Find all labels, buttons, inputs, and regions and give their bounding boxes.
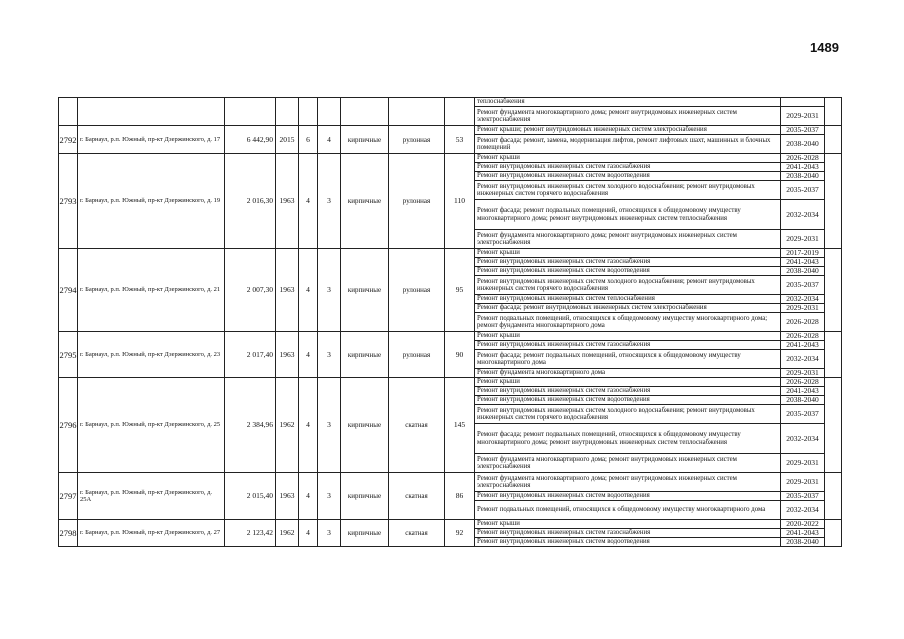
years-cell: 2026-2028 <box>781 154 825 163</box>
blank-cell <box>825 154 842 249</box>
work-cell: Ремонт внутридомовых инженерных систем теплоснабжения <box>475 295 781 304</box>
total-area: 2 017,40 <box>225 332 276 378</box>
building-address: г. Барнаул, р.п. Южный, пр-кт Дзержинского, д. 21 <box>78 249 225 332</box>
area-cell <box>225 98 276 126</box>
years-cell: 2035-2037 <box>781 492 825 501</box>
years-cell: 2029-2031 <box>781 107 825 126</box>
entrances-cell <box>318 98 341 126</box>
work-cell: Ремонт фасада; ремонт, замена, модернизация лифтов, ремонт лифтовых шахт, машинных и блочных помещений <box>475 135 781 154</box>
work-cell: Ремонт внутридомовых инженерных систем газоснабжения <box>475 387 781 396</box>
work-cell: Ремонт крыши <box>475 520 781 529</box>
build-year: 1962 <box>276 520 299 547</box>
years-cell: 2038-2040 <box>781 538 825 547</box>
years-cell: 2041-2043 <box>781 387 825 396</box>
table-row <box>59 473 842 492</box>
work-cell: Ремонт внутридомовых инженерных систем холодного водоснабжения; ремонт внутридомовых инженерных систем горячего водоснабжения <box>475 276 781 295</box>
work-cell: Ремонт крыши <box>475 154 781 163</box>
total-area: 6 442,90 <box>225 126 276 154</box>
years-cell: 2029-2031 <box>781 369 825 378</box>
years-cell: 2032-2034 <box>781 501 825 520</box>
work-cell: Ремонт крыши <box>475 332 781 341</box>
years-cell: 2041-2043 <box>781 341 825 350</box>
table-row <box>59 154 842 163</box>
years-cell: 2026-2028 <box>781 332 825 341</box>
wall-material: кирпичные <box>341 473 389 520</box>
total-area: 2 007,30 <box>225 249 276 332</box>
work-cell: Ремонт подвальных помещений, относящихся к общедомовому имуществу многоквартирного дома <box>475 501 781 520</box>
building-id: 2798 <box>59 520 78 547</box>
entrances-count: 3 <box>318 378 341 473</box>
years-cell: 2020-2022 <box>781 520 825 529</box>
building-address: г. Барнаул, р.п. Южный, пр-кт Дзержинского, д. 25 <box>78 378 225 473</box>
blank-cell <box>825 520 842 547</box>
entrances-count: 3 <box>318 249 341 332</box>
years-cell: 2029-2031 <box>781 304 825 313</box>
building-address: г. Барнаул, р.п. Южный, пр-кт Дзержинского, д. 23 <box>78 332 225 378</box>
apartments-cell <box>445 98 475 126</box>
build-year: 1962 <box>276 378 299 473</box>
work-cell: Ремонт фундамента многоквартирного дома; ремонт внутридомовых инженерных систем электроснабжения <box>475 230 781 249</box>
build-year: 2015 <box>276 126 299 154</box>
apartments-count: 92 <box>445 520 475 547</box>
total-area: 2 015,40 <box>225 473 276 520</box>
work-cell: Ремонт внутридомовых инженерных систем водоотведения <box>475 172 781 181</box>
apartments-count: 95 <box>445 249 475 332</box>
work-cell: Ремонт внутридомовых инженерных систем водоотведения <box>475 538 781 547</box>
years-cell: 2032-2034 <box>781 350 825 369</box>
entrances-count: 3 <box>318 154 341 249</box>
floors-count: 4 <box>299 473 318 520</box>
roof-type: рулонная <box>389 154 445 249</box>
years-cell: 2038-2040 <box>781 172 825 181</box>
work-cell: Ремонт фундамента многоквартирного дома; ремонт внутридомовых инженерных систем электроснабжения <box>475 107 781 126</box>
apartments-count: 90 <box>445 332 475 378</box>
building-id: 2793 <box>59 154 78 249</box>
address-cell <box>78 98 225 126</box>
floors-count: 4 <box>299 332 318 378</box>
blank-cell <box>825 473 842 520</box>
years-cell <box>781 98 825 107</box>
years-cell: 2032-2034 <box>781 424 825 454</box>
years-cell: 2029-2031 <box>781 454 825 473</box>
work-cell: Ремонт подвальных помещений, относящихся к общедомовому имуществу многоквартирного дома; ремонт фундамента многоквартирного дома <box>475 313 781 332</box>
roof-type: скатная <box>389 520 445 547</box>
table-row <box>59 378 842 387</box>
floors-count: 4 <box>299 249 318 332</box>
years-cell: 2035-2037 <box>781 405 825 424</box>
roof-type: рулонная <box>389 126 445 154</box>
table-row <box>59 98 842 107</box>
years-cell: 2035-2037 <box>781 126 825 135</box>
build-year: 1963 <box>276 249 299 332</box>
table-row <box>59 332 842 341</box>
apartments-count: 110 <box>445 154 475 249</box>
work-cell: Ремонт фундамента многоквартирного дома; ремонт внутридомовых инженерных систем электроснабжения <box>475 473 781 492</box>
wall-material: кирпичные <box>341 520 389 547</box>
total-area: 2 384,96 <box>225 378 276 473</box>
work-cell: Ремонт внутридомовых инженерных систем газоснабжения <box>475 341 781 350</box>
entrances-count: 3 <box>318 473 341 520</box>
building-address: г. Барнаул, р.п. Южный, пр-кт Дзержинского, д. 25А <box>78 473 225 520</box>
roof-type: скатная <box>389 378 445 473</box>
apartments-count: 53 <box>445 126 475 154</box>
blank-cell <box>825 126 842 154</box>
apartments-count: 86 <box>445 473 475 520</box>
work-cell: Ремонт внутридомовых инженерных систем газоснабжения <box>475 163 781 172</box>
years-cell: 2038-2040 <box>781 267 825 276</box>
build-year: 1963 <box>276 332 299 378</box>
building-id: 2792 <box>59 126 78 154</box>
total-area: 2 123,42 <box>225 520 276 547</box>
work-cell: Ремонт внутридомовых инженерных систем холодного водоснабжения; ремонт внутридомовых инженерных систем горячего водоснабжения <box>475 181 781 200</box>
years-cell: 2041-2043 <box>781 163 825 172</box>
work-cell: Ремонт внутридомовых инженерных систем водоотведения <box>475 267 781 276</box>
table-row <box>59 249 842 258</box>
work-cell: Ремонт крыши <box>475 249 781 258</box>
years-cell: 2038-2040 <box>781 396 825 405</box>
blank-cell <box>825 378 842 473</box>
work-cell: Ремонт внутридомовых инженерных систем водоотведения <box>475 492 781 501</box>
years-cell: 2026-2028 <box>781 378 825 387</box>
entrances-count: 3 <box>318 332 341 378</box>
blank-cell <box>825 249 842 332</box>
building-address: г. Барнаул, р.п. Южный, пр-кт Дзержинского, д. 17 <box>78 126 225 154</box>
work-cell: Ремонт крыши; ремонт внутридомовых инженерных систем электроснабжения <box>475 126 781 135</box>
wall-cell <box>341 98 389 126</box>
year-cell <box>276 98 299 126</box>
years-cell: 2017-2019 <box>781 249 825 258</box>
years-cell: 2035-2037 <box>781 181 825 200</box>
work-cell: Ремонт фасада; ремонт подвальных помещений, относящихся к общедомовому имуществу многоквартирного дома; ремонт внутридомовых инженерных систем теплоснабжения <box>475 200 781 230</box>
building-address: г. Барнаул, р.п. Южный, пр-кт Дзержинского, д. 27 <box>78 520 225 547</box>
work-cell: Ремонт крыши <box>475 378 781 387</box>
wall-material: кирпичные <box>341 332 389 378</box>
entrances-count: 3 <box>318 520 341 547</box>
years-cell: 2029-2031 <box>781 230 825 249</box>
page-number: 1489 <box>810 40 839 55</box>
floors-count: 6 <box>299 126 318 154</box>
floors-count: 4 <box>299 520 318 547</box>
building-address: г. Барнаул, р.п. Южный, пр-кт Дзержинского, д. 19 <box>78 154 225 249</box>
work-cell: Ремонт фасада; ремонт подвальных помещений, относящихся к общедомовому имуществу многоквартирного дома <box>475 350 781 369</box>
wall-material: кирпичные <box>341 154 389 249</box>
table-row <box>59 126 842 135</box>
work-cell: теплоснабжения <box>475 98 781 107</box>
work-cell: Ремонт внутридомовых инженерных систем газоснабжения <box>475 258 781 267</box>
floors-count: 4 <box>299 154 318 249</box>
roof-type: рулонная <box>389 249 445 332</box>
apartments-count: 145 <box>445 378 475 473</box>
build-year: 1963 <box>276 154 299 249</box>
years-cell: 2032-2034 <box>781 295 825 304</box>
blank-cell <box>825 332 842 378</box>
total-area: 2 016,30 <box>225 154 276 249</box>
wall-material: кирпичные <box>341 126 389 154</box>
entrances-count: 4 <box>318 126 341 154</box>
wall-material: кирпичные <box>341 249 389 332</box>
work-cell: Ремонт фундамента многоквартирного дома; ремонт внутридомовых инженерных систем электроснабжения <box>475 454 781 473</box>
work-cell: Ремонт фасада; ремонт внутридомовых инженерных систем электроснабжения <box>475 304 781 313</box>
floors-cell <box>299 98 318 126</box>
years-cell: 2026-2028 <box>781 313 825 332</box>
years-cell: 2029-2031 <box>781 473 825 492</box>
years-cell: 2035-2037 <box>781 276 825 295</box>
building-id: 2795 <box>59 332 78 378</box>
building-id: 2794 <box>59 249 78 332</box>
floors-count: 4 <box>299 378 318 473</box>
work-cell: Ремонт фундамента многоквартирного дома <box>475 369 781 378</box>
wall-material: кирпичные <box>341 378 389 473</box>
table-body <box>59 98 842 547</box>
blank-cell <box>825 98 842 126</box>
work-cell: Ремонт внутридомовых инженерных систем холодного водоснабжения; ремонт внутридомовых инженерных систем горячего водоснабжения <box>475 405 781 424</box>
building-id: 2797 <box>59 473 78 520</box>
years-cell: 2038-2040 <box>781 135 825 154</box>
work-cell: Ремонт внутридомовых инженерных систем водоотведения <box>475 396 781 405</box>
work-cell: Ремонт внутридомовых инженерных систем газоснабжения <box>475 529 781 538</box>
roof-type: скатная <box>389 473 445 520</box>
capital-repair-table <box>58 97 842 547</box>
building-id: 2796 <box>59 378 78 473</box>
table-row <box>59 520 842 529</box>
years-cell: 2041-2043 <box>781 529 825 538</box>
build-year: 1963 <box>276 473 299 520</box>
work-cell: Ремонт фасада; ремонт подвальных помещений, относящихся к общедомовому имуществу многоквартирного дома; ремонт внутридомовых инженерных систем теплоснабжения <box>475 424 781 454</box>
roof-type: рулонная <box>389 332 445 378</box>
roof-cell <box>389 98 445 126</box>
years-cell: 2041-2043 <box>781 258 825 267</box>
id-cell <box>59 98 78 126</box>
years-cell: 2032-2034 <box>781 200 825 230</box>
